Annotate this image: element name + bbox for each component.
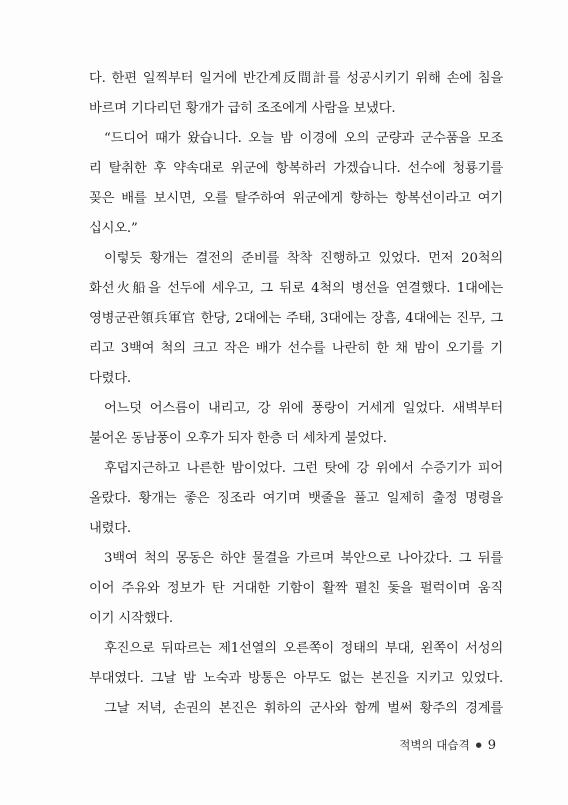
text-line: 올랐다. 황개는 좋은 징조라 여기며 뱃줄을 풀고 일제히 출정 명령을 [89,491,503,506]
text-line: 다. 한편 일찍부터 일거에 반간계反間計를 성공시키기 위해 손에 침을 [89,71,503,86]
text-line: 리고 3백여 척의 크고 작은 배가 선수를 나란히 한 채 밤이 오기를 기 [89,341,503,356]
text-line: 십시오.” [89,221,138,236]
text-line: “드디어 때가 왔습니다. 오늘 밤 이경에 오의 군량과 군수품을 모조 [104,131,503,146]
text-line: 불어온 동남풍이 오후가 되자 한층 더 세차게 불었다. [89,431,387,446]
text-line: 리 탈취한 후 약속대로 위군에 항복하러 가겠습니다. 선수에 청룡기를 [89,161,503,176]
text-line: 다렸다. [89,371,131,386]
page-footer [399,737,496,753]
text-line: 바르며 기다리던 황개가 급히 조조에게 사람을 보냈다. [89,101,396,116]
text-line: 그날 저녁, 손권의 본진은 휘하의 군사와 함께 벌써 황주의 경계를 [104,701,503,716]
text-line: 화선火船을 선두에 세우고, 그 뒤로 4척의 병선을 연결했다. 1대에는 [89,281,503,296]
text-line: 어느덧 어스름이 내리고, 강 위에 풍랑이 거세게 일었다. 새벽부터 [104,401,503,416]
running-title: 적벽의 대습격 [399,738,470,752]
bullet-separator-icon: ● [475,741,482,749]
text-line: 부대였다. 그날 밤 노숙과 방통은 아무도 없는 본진을 지키고 있었다. [89,671,503,686]
text-line: 3백여 척의 몽동은 하얀 물결을 가르며 북안으로 나아갔다. 그 뒤를 [104,551,503,566]
text-line: 영병군관領兵軍官 한당, 2대에는 주태, 3대에는 장흠, 4대에는 진무, 그 [89,311,503,326]
text-line: 후덥지근하고 나른한 밤이었다. 그런 탓에 강 위에서 수증기가 피어 [104,461,503,476]
text-line: 내렸다. [89,521,131,536]
text-line: 이기 시작했다. [89,611,173,626]
body-text [89,64,503,724]
text-line: 이렇듯 황개는 결전의 준비를 착착 진행하고 있었다. 먼저 20척의 [104,251,503,266]
text-line: 이어 주유와 정보가 탄 거대한 기함이 활짝 펼친 돛을 펄럭이며 움직 [89,581,503,596]
text-line: 꽂은 배를 보시면, 오를 탈주하여 위군에게 향하는 항복선이라고 여기 [89,191,503,206]
text-line: 후진으로 뒤따르는 제1선열의 오른쪽이 정태의 부대, 왼쪽이 서성의 [104,641,503,656]
page-number: 9 [487,737,496,753]
